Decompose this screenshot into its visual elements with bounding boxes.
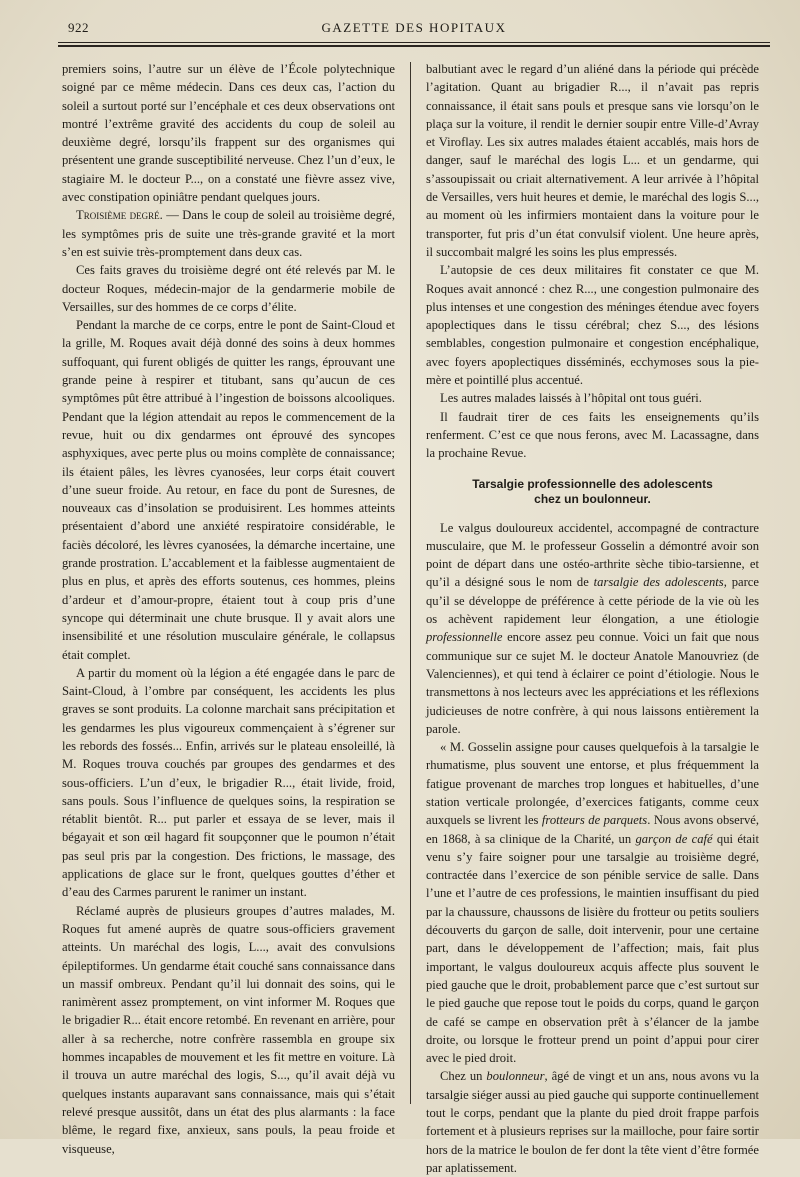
italic-term: garçon de café xyxy=(635,831,713,846)
paragraph xyxy=(426,1067,759,1177)
article-heading-line: chez un boulonneur. xyxy=(534,491,651,506)
text-run: , âgé de vingt et un ans, nous avons vu la tarsalgie siéger aussi au pied gauche qui supporte continuellement tout le corps, pendant que la plante du pied droit frappe parfois fortement et à plusieurs reprises sur la mailloche, pour faire sortir hors de la matrice le boulon de fer dont la tête vient d’être formée par aplatissement. xyxy=(426,1069,759,1175)
paragraph: A partir du moment où la légion a été engagée dans le parc de Saint-Cloud, à l’ombre par conséquent, les accidents les plus graves se sont produits. La colonne marchait sans précipitation et les gendarmes les plus vigoureux commençaient à s’égrener sur les rebords des fossés... Enfin, arrivés sur le plateau ensoleillé, là M. Roques trouva couchés par groupes des gendarmes et des sous-officiers. L’un d’eux, le brigadier R..., était livide, froid, sans pouls. Sous l’influence de quelques soins, la respiration se rétablit bientôt. R... put parler et essaya de se lever, mais il bégayait et son œil hagard fit soupçonner que le poumon n’était pas seul pris par la congestion. Des frictions, le massage, des applications de glace sur le front, quelques gouttes d’éther et d’eau des Carmes parurent le ranimer un instant. xyxy=(62,665,395,900)
italic-term: tarsalgie des adolescents xyxy=(593,575,724,590)
text-run: « M. Gosselin assigne pour causes quelquefois à la tarsalgie le rhumatisme, plus souvent une entorse, et plus fréquemment la fatigue provenant de marches trop longues et habituelles, d’une station verticale prolongée, d’exercices fatigants, comme ceux auxquels se livrent les xyxy=(426,740,759,828)
left-column xyxy=(62,60,395,1156)
paragraph-troisieme-degre xyxy=(62,206,395,261)
header-rule-thick xyxy=(58,45,770,47)
paragraph: Réclamé auprès de plusieurs groupes d’autres malades, M. Roques fut amené auprès de quatre sous-officiers gravement atteints. Un maréchal des logis, L..., avait des convulsions épileptiformes. Un gendarme était couché sans connaissance dans un massif ombreux. Pendant qu’il lui donnait des soins, qui le ranimèrent assez promptement, on vint informer M. Roques que le brigadier R... était encore retombé. En revenant en arrière, pour aller à sa recherche, notre confrère rassembla en groupe six hommes incapables de mouvement et les fit mettre en voiture. Là il trouva un autre maréchal des logis, S..., qu’il avait déjà vu quelques instants auparavant sans connaissance, mais qui s’était relevé presque aussitôt, dans un état des plus alarmants : la face blême, le regard fixe, anxieux, sans pouls, la peau froide et visqueuse, xyxy=(62,903,395,1156)
text-run: Le valgus douloureux accidentel, accompagné de contracture musculaire, que M. le professeur Gosselin a démontré avoir son point de départ dans une ostéo-arthrite sèche tibio-tarsienne, et qu’il a désigné sous le nom de xyxy=(426,520,759,590)
text-run: qui était venu s’y faire soigner pour une tarsalgie au troisième degré, contractée dans l’exercice de son pénible service de salle. Dans l’une et l’autre de ces professions, le maintien insuffisant du pied par la chaussure, chaussons de lisière du frotteur ou petits souliers découverts du garçon de salle, doit intervenir, pour une certaine part, dans le développement de l’affection; mais, fait plus important, le valgus douloureux acquis affecte plus souvent le pied gauche que le droit, probablement parce que c’est surtout sur le pied gauche que repose tout le poids du corps, quand le garçon de café se campe en observation prêt à s’élancer de la jambe droite, ou lorsque le frotteur prend un point d’appui pour cirer avec le pied droit. xyxy=(426,831,759,1066)
paragraph: L’autopsie de ces deux militaires fit constater ce que M. Roques avait annoncé : chez R..., une congestion pulmonaire des plus intenses et une congestion des méninges étendue avec foyers apoplectiques dans le tissu cérébral; chez S..., des lésions semblables, congestion pulmonaire et congestion encéphalique, avec foyers apoplectiques disséminés, ecchymoses sous la pie-mère et pointillé plus accentué. xyxy=(426,263,759,388)
text-run: Chez un xyxy=(440,1069,487,1084)
text-run: , parce qu’il se développe de préférence à cette période de la vie où les os achèvent rapidement leur élongation, a une étiologie xyxy=(426,575,759,627)
italic-term: boulonneur xyxy=(486,1069,545,1084)
paragraph: Ces faits graves du troisième degré ont été relevés par M. le docteur Roques, médecin-major de la gendarmerie mobile de Versailles, sur des hommes de ce corps d’élite. xyxy=(62,263,395,314)
journal-title: GAZETTE DES HOPITAUX xyxy=(321,20,507,35)
paragraph: Les autres malades laissés à l’hôpital ont tous guéri. xyxy=(440,391,702,406)
column-divider xyxy=(410,62,411,1104)
paragraph xyxy=(426,738,759,1067)
article-heading xyxy=(426,477,759,507)
paragraph: Il faudrait tirer de ces faits les enseignements qu’ils renferment. C’est ce que nous ferons, avec M. Lacassagne, dans la prochaine Revue. xyxy=(426,409,759,461)
page-number: 922 xyxy=(68,20,89,35)
header-rule-thin xyxy=(58,42,770,43)
paragraph xyxy=(426,519,759,739)
italic-term: frotteurs de parquets xyxy=(541,813,648,828)
paragraph: balbutiant avec le regard d’un aliéné dans la période qui précède l’agitation. Quant au brigadier R..., il n’avait pas repris connaissance, il était sans pouls et presque sans vie lorsqu’on le plaça sur la voiture, il rendit le dernier soupir entre Ville-d’Avray et Viroflay. Les six autres malades étaient accablés, mais hors de danger, sauf le maréchal des logis L... et un gendarme, qui s’assoupissait ou criait alternativement. A leur arrivée à l’hôpital de Versailles, vers huit heures et demie, le maréchal des logis S..., au moment où les infirmiers montaient dans la voiture pour le transporter, fut pris d’un état convulsif violent. Une heure après, il succombait malgré les soins les plus empressés. xyxy=(426,62,759,259)
paragraph-text: — Dans le coup de soleil au troisième degré, les symptômes pris de suite une très-grande gravité et la mort s’en est suivie très-promptement dans deux cas. xyxy=(62,208,395,259)
article-heading-line: Tarsalgie professionnelle des adolescents xyxy=(472,476,713,491)
paragraph: premiers soins, l’autre sur un élève de l’École polytechnique soigné par ce même médecin. Dans ces deux cas, l’action du soleil a surtout porté sur l’encéphale et ces deux observations ont montré l’extrême gravité des accidents du coup de soleil au deuxième degré, lorsqu’ils frappent sur des organismes qui présentent une grande susceptibilité nerveuse. Chez l’un d’eux, le stagiaire M. le docteur P..., on a constaté une fièvre assez vive, avec constipation opiniâtre pendant quelques jours. xyxy=(62,62,395,205)
paragraph: Pendant la marche de ce corps, entre le pont de Saint-Cloud et la grille, M. Roques avait déjà donné des soins à deux hommes suffoquant, qui furent obligés de quitter les rangs, éprouvant une grande peine à respirer et titubant, sans qu’aucun de ces symptômes pût être attribué à l’ingestion de boissons alcooliques. Pendant que la légion attendait au repos le commencement de la revue, huit ou dix gendarmes ont éprouvé des syncopes asphyxiques, avec perte plus ou moins complète de connaissance; ils étaient pâles, les lèvres cyanosées, leur corps était couvert d’une sueur froide. Au retour, en face du pont de Suresnes, de nouveaux cas d’insolation se produisirent. Les hommes atteints présentaient d’abord une anxiété respiratoire considérable, le faciès décoloré, les lèvres cyanosées, la démarche incertaine, une grande prostration. L’accablement et la faiblesse augmentaient de plus en plus, et après des efforts soutenus, ces hommes, pleins d’ardeur et d’amour-propre, étaient tout à coup pris d’une syncope qui déterminait une chute brusque. Il y avait alors une insensibilité et une résolution musculaire générale, le collapsus était complet. xyxy=(62,318,395,662)
right-column xyxy=(426,60,759,1175)
text-run: encore assez peu connue. Voici un fait que nous communique sur ce sujet M. le docteur Anatole Manouvriez (de Valenciennes), et qui tend à éclairer ce point d’étiologie. Nous le transmettons à nos lecteurs avec les appréciations et les réflexions judicieuses de notre confrère, à qui nous laissons entièrement la parole. xyxy=(426,630,759,736)
text-run: . Nous avons observé, en 1868, à sa clinique de la Charité, un xyxy=(426,813,759,846)
italic-term: professionnelle xyxy=(426,630,503,645)
page-header xyxy=(58,18,770,40)
section-label: Troisième degré. xyxy=(76,208,163,223)
